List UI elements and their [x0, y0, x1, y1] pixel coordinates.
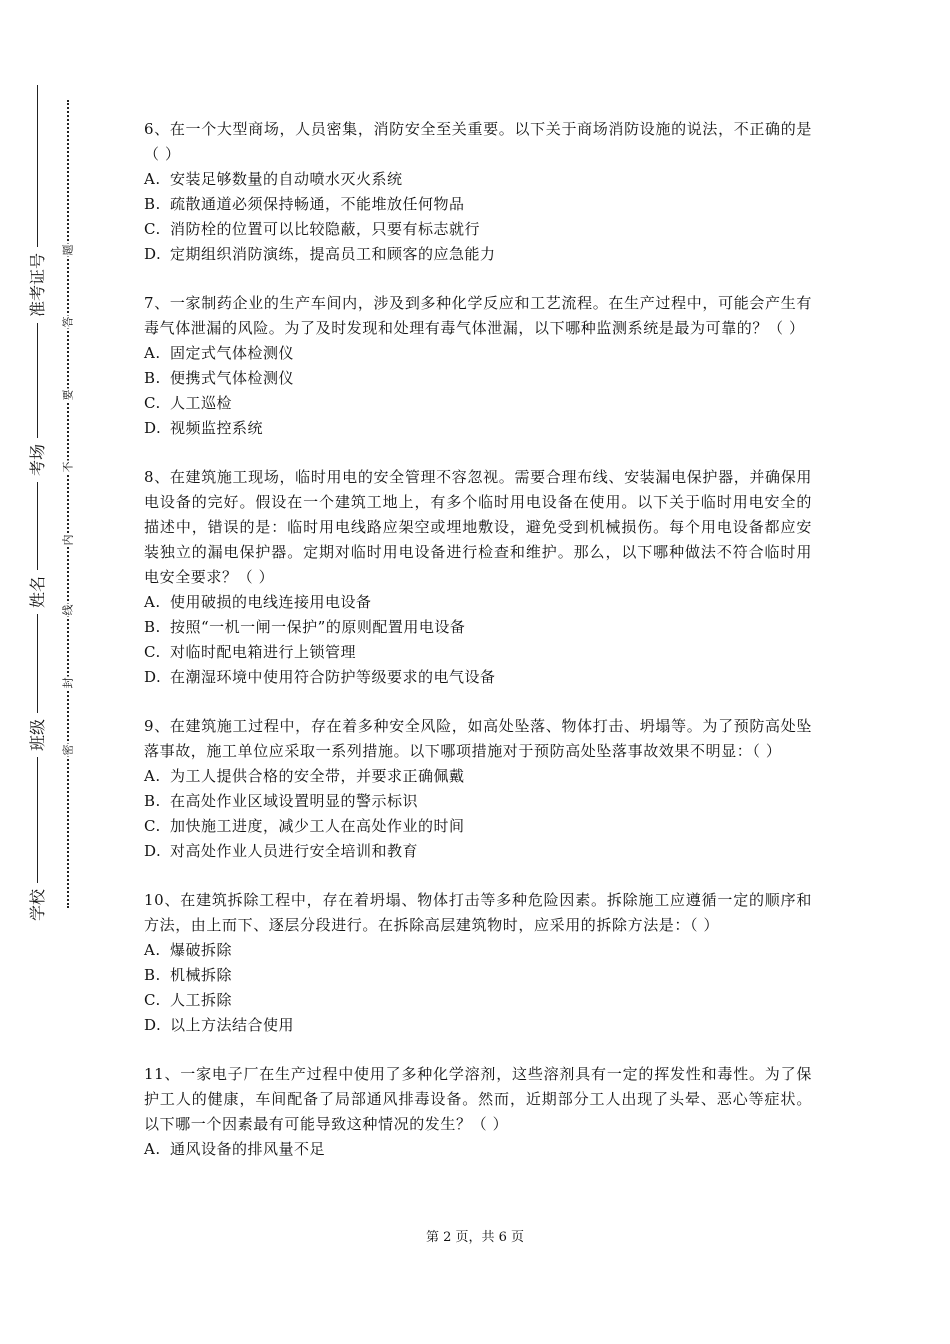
option-letter: D.: [144, 1016, 162, 1034]
option-d: [144, 665, 812, 690]
option-letter: A.: [144, 593, 161, 611]
option-text: 固定式气体检测仪: [170, 344, 295, 362]
page-number: 第 2 页，共 6 页: [425, 1230, 525, 1245]
question-list: [144, 117, 812, 1186]
question-10: [144, 888, 812, 1038]
option-a: [144, 764, 812, 789]
option-letter: C.: [144, 220, 161, 238]
name-label: 姓名: [28, 570, 48, 614]
question-stem: 10、在建筑拆除工程中，存在着坍塌、物体打击等多种危险因素。拆除施工应遵循一定的顺序和方法，由上而下、逐层分段进行。在拆除高层建筑物时，应采用的拆除方法是：（ ）: [144, 891, 812, 934]
option-a: [144, 590, 812, 615]
seal-char: 不: [61, 461, 75, 473]
option-text: 消防栓的位置可以比较隐蔽，只要有标志就行: [170, 220, 481, 238]
option-letter: A.: [144, 941, 161, 959]
option-a: [144, 1137, 812, 1162]
exam-room-label: 考场: [28, 438, 48, 482]
binding-margin: [0, 0, 90, 1344]
option-text: 视频监控系统: [170, 419, 264, 437]
class-label: 班级: [28, 713, 48, 757]
question-stem: 6、在一个大型商场，人员密集，消防安全至关重要。以下关于商场消防设施的说法，不正确的是（ ）: [144, 120, 812, 163]
option-text: 疏散通道必须保持畅通，不能堆放任何物品: [170, 195, 465, 213]
option-text: 爆破拆除: [170, 941, 233, 959]
question-stem: 8、在建筑施工现场，临时用电的安全管理不容忽视。需要合理布线、安装漏电保护器，并确保用电设备的完好。假设在一个建筑工地上，有多个临时用电设备在使用。以下关于临时用电安全的描述中，错误的是：临时用电线路应架空或埋地敷设，避免受到机械损伤。每个用电设备都应安装独立的漏电保护器。定期对临时用电设备进行检查和维护。那么，以下哪种做法不符合临时用电安全要求？（ ）: [144, 468, 812, 586]
option-text: 在高处作业区域设置明显的警示标识: [170, 792, 419, 810]
question-8: [144, 465, 812, 690]
seal-char: 题: [61, 244, 75, 256]
option-c: [144, 640, 812, 665]
option-text: 使用破损的电线连接用电设备: [170, 593, 372, 611]
option-a: [144, 341, 812, 366]
option-text: 对临时配电箱进行上锁管理: [170, 643, 357, 661]
option-letter: D.: [144, 245, 162, 263]
option-letter: A.: [144, 1140, 161, 1158]
seal-char: 答: [61, 316, 75, 328]
option-text: 在潮湿环境中使用符合防护等级要求的电气设备: [170, 668, 496, 686]
option-text: 人工巡检: [170, 394, 233, 412]
option-letter: B.: [144, 369, 161, 387]
option-b: [144, 963, 812, 988]
seal-char: 内: [61, 534, 75, 546]
option-letter: B.: [144, 618, 161, 636]
question-6: [144, 117, 812, 267]
option-text: 为工人提供合格的安全带，并要求正确佩戴: [170, 767, 465, 785]
option-b: [144, 366, 812, 391]
option-text: 人工拆除: [170, 991, 233, 1009]
option-text: 安装足够数量的自动喷水灭火系统: [170, 170, 403, 188]
question-11: [144, 1062, 812, 1162]
option-c: [144, 814, 812, 839]
option-letter: D.: [144, 419, 162, 437]
option-text: 对高处作业人员进行安全培训和教育: [170, 842, 419, 860]
option-letter: A.: [144, 344, 161, 362]
option-b: [144, 192, 812, 217]
question-9: [144, 714, 812, 864]
option-letter: D.: [144, 668, 162, 686]
seal-char: 密: [61, 744, 75, 756]
option-letter: D.: [144, 842, 162, 860]
option-letter: A.: [144, 767, 161, 785]
question-stem: 9、在建筑施工过程中，存在着多种安全风险，如高处坠落、物体打击、坍塌等。为了预防高处坠落事故，施工单位应采取一系列措施。以下哪项措施对于预防高处坠落事故效果不明显：（ ）: [144, 717, 812, 760]
option-text: 通风设备的排风量不足: [170, 1140, 326, 1158]
option-c: [144, 988, 812, 1013]
seal-line: [67, 100, 69, 908]
option-letter: C.: [144, 991, 161, 1009]
option-d: [144, 1013, 812, 1038]
option-c: [144, 217, 812, 242]
option-letter: B.: [144, 792, 161, 810]
option-letter: B.: [144, 966, 161, 984]
option-d: [144, 839, 812, 864]
option-d: [144, 242, 812, 267]
question-7: [144, 291, 812, 441]
option-a: [144, 938, 812, 963]
student-info-line: [37, 85, 38, 925]
question-stem: 11、一家电子厂在生产过程中使用了多种化学溶剂，这些溶剂具有一定的挥发性和毒性。为了保护工人的健康，车间配备了局部通风排毒设备。然而，近期部分工人出现了头晕、恶心等症状。以下哪一个因素最有可能导致这种情况的发生？（ ）: [144, 1065, 812, 1133]
option-letter: C.: [144, 643, 161, 661]
option-text: 以上方法结合使用: [170, 1016, 295, 1034]
option-a: [144, 167, 812, 192]
option-letter: C.: [144, 394, 161, 412]
seal-char: 线: [61, 604, 75, 616]
option-b: [144, 789, 812, 814]
option-letter: C.: [144, 817, 161, 835]
school-label: 学校: [28, 883, 48, 927]
option-text: 加快施工进度，减少工人在高处作业的时间: [170, 817, 465, 835]
option-letter: A.: [144, 170, 161, 188]
option-text: 便携式气体检测仪: [170, 369, 295, 387]
question-stem: 7、一家制药企业的生产车间内，涉及到多种化学反应和工艺流程。在生产过程中，可能会产生有毒气体泄漏的风险。为了及时发现和处理有毒气体泄漏，以下哪种监测系统是最为可靠的？（ ）: [144, 294, 812, 337]
option-d: [144, 416, 812, 441]
option-letter: B.: [144, 195, 161, 213]
option-c: [144, 391, 812, 416]
option-text: 按照“一机一闸一保护”的原则配置用电设备: [170, 618, 466, 636]
option-b: [144, 615, 812, 640]
seal-char: 要: [61, 389, 75, 401]
option-text: 定期组织消防演练，提高员工和顾客的应急能力: [170, 245, 496, 263]
seal-char: 封: [61, 677, 75, 689]
admission-number-label: 准考证号: [28, 247, 48, 323]
option-text: 机械拆除: [170, 966, 233, 984]
